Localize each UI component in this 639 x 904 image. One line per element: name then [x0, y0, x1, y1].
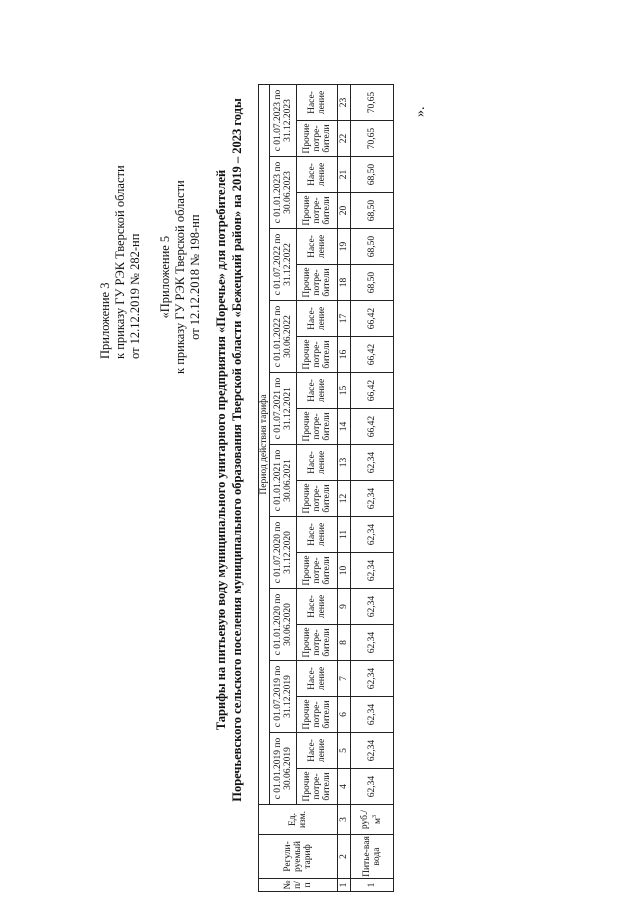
row-tariff-name: Питье-вая вода	[351, 835, 394, 879]
period-cell: с 01.07.2020 по 31.12.2020	[270, 517, 297, 589]
tariff-value-cell: 62,34	[351, 625, 394, 661]
consumer-population-header: Насе-ление	[297, 589, 338, 625]
column-number-cell: 16	[338, 337, 351, 373]
annex-3-header	[98, 165, 143, 359]
period-cell: с 01.01.2020 по 30.06.2020	[270, 589, 297, 661]
consumer-other-header: Прочие потре-бители	[297, 193, 338, 229]
tariff-value-cell: 62,34	[351, 733, 394, 769]
column-number-cell: 18	[338, 265, 351, 301]
tariff-value-cell: 62,34	[351, 517, 394, 553]
header-row-dates	[270, 85, 297, 892]
column-number-cell: 14	[338, 409, 351, 445]
header-row-period	[259, 85, 270, 892]
consumer-population-header: Насе-ление	[297, 85, 338, 121]
annex-3-line-1: Приложение 3	[98, 282, 112, 359]
consumer-other-header: Прочие потре-бители	[297, 409, 338, 445]
tariff-value-cell: 66,42	[351, 337, 394, 373]
tariff-value-cell: 62,34	[351, 481, 394, 517]
consumer-other-header: Прочие потре-бители	[297, 769, 338, 805]
header-period: Период действия тарифа	[259, 85, 270, 805]
column-number-cell: 3	[338, 805, 351, 835]
consumer-other-header: Прочие потре-бители	[297, 121, 338, 157]
column-number-row	[338, 85, 351, 892]
period-cell: с 01.07.2023 по 31.12.2023	[270, 85, 297, 157]
tariff-value-cell: 70,65	[351, 85, 394, 121]
consumer-population-header: Насе-ление	[297, 373, 338, 409]
column-number-cell: 1	[338, 879, 351, 892]
column-number-cell: 4	[338, 769, 351, 805]
consumer-population-header: Насе-ление	[297, 301, 338, 337]
consumer-population-header: Насе-ление	[297, 733, 338, 769]
period-cell: с 01.01.2022 по 30.06.2022	[270, 301, 297, 373]
header-row-consumers	[297, 85, 338, 892]
column-number-cell: 2	[338, 835, 351, 879]
consumer-other-header: Прочие потре-бители	[297, 697, 338, 733]
row-unit-superscript: 3	[372, 815, 379, 818]
column-number-cell: 6	[338, 697, 351, 733]
consumer-other-header: Прочие потре-бители	[297, 625, 338, 661]
period-cell: с 01.01.2019 по 30.06.2019	[270, 733, 297, 805]
column-number-cell: 13	[338, 445, 351, 481]
period-cell: с 01.01.2023 по 30.06.2023	[270, 157, 297, 229]
column-number-cell: 5	[338, 733, 351, 769]
consumer-population-header: Насе-ление	[297, 157, 338, 193]
annex-3-line-3: от 12.12.2019 № 282-нп	[128, 233, 142, 359]
annex-5-line-3: от 12.12.2018 № 198-нп	[188, 214, 202, 340]
consumer-other-header: Прочие потре-бители	[297, 553, 338, 589]
column-number-cell: 19	[338, 229, 351, 265]
column-number-cell: 17	[338, 301, 351, 337]
tariff-value-cell: 66,42	[351, 301, 394, 337]
tariff-value-cell: 62,34	[351, 769, 394, 805]
column-number-cell: 12	[338, 481, 351, 517]
tariff-value-cell: 68,50	[351, 193, 394, 229]
column-number-cell: 8	[338, 625, 351, 661]
consumer-other-header: Прочие потре-бители	[297, 265, 338, 301]
header-number: № п/п	[259, 879, 338, 892]
annex-5-header	[158, 180, 203, 374]
tariff-value-cell: 62,34	[351, 661, 394, 697]
annex-3-line-2: к приказу ГУ РЭК Тверской области	[113, 165, 127, 359]
tariff-value-cell: 62,34	[351, 553, 394, 589]
tariff-value-cell: 62,34	[351, 697, 394, 733]
column-number-cell: 22	[338, 121, 351, 157]
closing-quote: ».	[413, 106, 428, 117]
tariff-value-cell: 68,50	[351, 229, 394, 265]
tariff-value-cell: 68,50	[351, 265, 394, 301]
row-number: 1	[351, 879, 394, 892]
period-cell: с 01.07.2021 по 31.12.2021	[270, 373, 297, 445]
annex-5-line-2: к приказу ГУ РЭК Тверской области	[173, 180, 187, 374]
column-number-cell: 10	[338, 553, 351, 589]
tariff-value-cell: 62,34	[351, 589, 394, 625]
column-number-cell: 20	[338, 193, 351, 229]
period-cell: с 01.01.2021 по 30.06.2021	[270, 445, 297, 517]
tariff-value-cell: 62,34	[351, 445, 394, 481]
annex-5-line-1: «Приложение 5	[158, 235, 172, 319]
row-unit-text: руб./м	[360, 809, 384, 830]
table-row	[351, 85, 394, 892]
document-title-line-1: Тарифы на питьевую воду муниципального унитарного предприятия «Поречье» для потребителей	[214, 169, 228, 731]
header-unit: Ед. изм.	[259, 805, 338, 835]
column-number-cell: 15	[338, 373, 351, 409]
consumer-population-header: Насе-ление	[297, 661, 338, 697]
tariff-value-cell: 66,42	[351, 409, 394, 445]
column-number-cell: 11	[338, 517, 351, 553]
tariff-value-cell: 70,65	[351, 121, 394, 157]
column-number-cell: 9	[338, 589, 351, 625]
header-tariff: Регули-руемый тариф	[259, 835, 338, 879]
column-number-cell: 23	[338, 85, 351, 121]
tariff-value-cell: 66,42	[351, 373, 394, 409]
row-unit	[351, 805, 394, 835]
consumer-population-header: Насе-ление	[297, 517, 338, 553]
tariff-value-cell: 68,50	[351, 157, 394, 193]
period-cell: с 01.07.2019 по 31.12.2019	[270, 661, 297, 733]
consumer-other-header: Прочие потре-бители	[297, 337, 338, 373]
consumer-other-header: Прочие потре-бители	[297, 481, 338, 517]
column-number-cell: 21	[338, 157, 351, 193]
period-cell: с 01.07.2022 по 31.12.2022	[270, 229, 297, 301]
document-title-line-2: Поречьевского сельского поселения муниципального образования Тверской области «Бежецкий район» на 2019 – 2023 годы	[230, 98, 244, 802]
consumer-population-header: Насе-ление	[297, 445, 338, 481]
consumer-population-header: Насе-ление	[297, 229, 338, 265]
tariff-table	[258, 84, 394, 892]
column-number-cell: 7	[338, 661, 351, 697]
